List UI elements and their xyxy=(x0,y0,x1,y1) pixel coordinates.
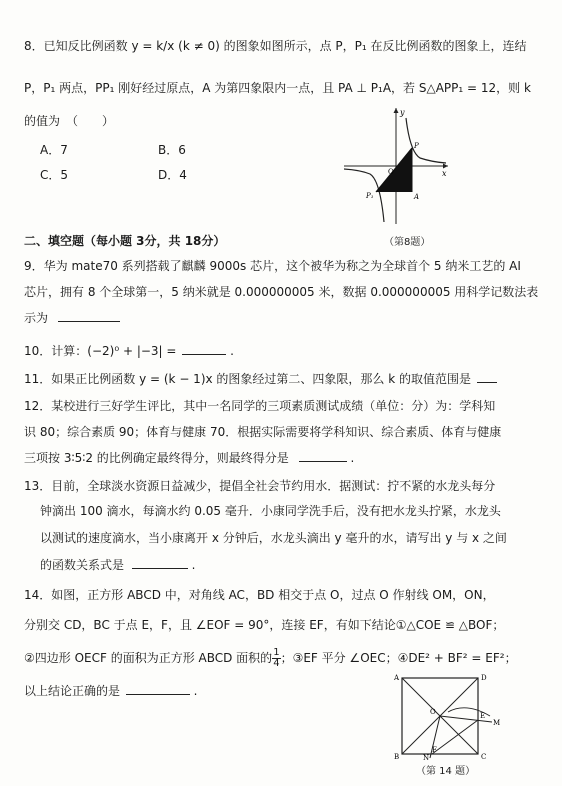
q14-answer-blank[interactable] xyxy=(126,682,190,695)
q12-line3 xyxy=(24,449,354,466)
q13-line1: 13．目前，全球淡水资源日益减少，提倡全社会节约用水．据测试：拧不紧的水龙头每分 xyxy=(24,479,496,493)
q14-segment-ef xyxy=(432,720,478,754)
q10-answer-blank[interactable] xyxy=(182,342,226,355)
q12-line2: 识 80；综合素质 90；体育与健康 70．根据实际需要将学科知识、综合素质、体育与健康 xyxy=(24,425,502,439)
q8-label-x: x xyxy=(442,169,447,178)
q11-text: 11．如果正比例函数 y = (k − 1)x 的图象经过第二、四象限，那么 k 的取值范围是 xyxy=(24,372,471,386)
q14-label-b: B xyxy=(394,753,400,760)
q8-line2: P，P₁ 两点，PP₁ 刚好经过原点，A 为第四象限内一点，且 PA ⊥ P₁A，若 S△APP₁ = 12，则 k xyxy=(24,81,531,95)
q14-line3 xyxy=(24,648,517,669)
q9-line3-text: 示为 xyxy=(24,311,49,325)
q9-line1: 9．华为 mate70 系列搭载了麒麟 9000s 芯片，这个被华为称之为全球首个 5 纳米工艺的 AI xyxy=(24,259,521,273)
q10-end: . xyxy=(230,344,234,358)
q12-answer-blank[interactable] xyxy=(299,449,347,462)
q14-figure xyxy=(392,672,502,760)
q14-fraction-numerator: 1 xyxy=(273,647,280,658)
q9-line3 xyxy=(24,309,120,326)
q13-line4-text: 的函数关系式是 xyxy=(40,558,125,572)
q12-end: . xyxy=(350,451,355,465)
q8-label-p1: P₁ xyxy=(366,192,374,200)
q8-option-a: A．7 xyxy=(40,143,68,157)
q8-label-p: P xyxy=(414,142,419,150)
q8-line1: 8．已知反比例函数 y = k/x (k ≠ 0) 的图象如图所示，点 P，P₁ 在反比例函数的图象上，连结 xyxy=(24,39,527,53)
q14-label-n: N xyxy=(423,754,430,760)
q8-option-c: C．5 xyxy=(40,168,69,182)
q14-label-e: E xyxy=(480,712,486,720)
q12-line1: 12．某校进行三好学生评比，其中一名同学的三项素质测试成绩（单位：分）为：学科知 xyxy=(24,399,496,413)
q8-label-a: A xyxy=(414,193,420,201)
q8-label-o: O xyxy=(388,168,394,176)
q8-option-d: D．4 xyxy=(158,168,187,182)
q13-line2: 钟滴出 100 滴水，每滴水约 0.05 毫升．小康同学洗手后，没有把水龙头拧紧，水龙头 xyxy=(40,504,501,518)
q14-end: . xyxy=(193,684,198,698)
q14-label-m: M xyxy=(493,719,501,727)
q14-label-d: D xyxy=(481,674,487,682)
q14-label-a: A xyxy=(394,674,400,682)
q10-line xyxy=(24,342,234,359)
q14-line3b: ；③EF 平分 ∠OEC；④DE² + BF² = EF²； xyxy=(280,651,517,665)
q8-caption: （第8题） xyxy=(384,237,431,248)
q8-label-y: y xyxy=(400,108,405,117)
q14-line4-text: 以上结论正确的是 xyxy=(24,684,121,698)
q14-label-o: O xyxy=(430,708,436,716)
q13-line3: 以测试的速度滴水，当小康离开 x 分钟后，水龙头滴出 y 毫升的水，请写出 y 与 x 之间 xyxy=(40,531,507,545)
q8-figure xyxy=(340,104,452,226)
q12-line3-text: 三项按 3∶5∶2 的比例确定最终得分，则最终得分是 xyxy=(24,451,289,465)
q11-line xyxy=(24,370,497,387)
q8-option-b: B．6 xyxy=(158,143,186,157)
q14-line2: 分别交 CD，BC 于点 E，F，且 ∠EOF = 90°，连接 EF，有如下结论①△COE ≌ △BOF； xyxy=(24,618,505,632)
q9-line2: 芯片，拥有 8 个全球第一，5 纳米就是 0.000000005 米，数据 0.000000005 用科学记数法表 xyxy=(24,285,539,299)
q13-end: . xyxy=(191,558,196,572)
q14-fraction xyxy=(272,648,280,669)
q14-fraction-denominator: 4 xyxy=(273,658,280,669)
q13-answer-blank[interactable] xyxy=(132,556,188,569)
q14-line3a: ②四边形 OECF 的面积为正方形 ABCD 面积的 xyxy=(24,651,273,665)
q14-caption: （第 14 题） xyxy=(416,766,476,777)
section2-title: 二、填空题（每小题 3分，共 18分） xyxy=(24,234,226,248)
q14-label-f: F xyxy=(432,746,437,754)
q8-line3: 的值为 （ ） xyxy=(24,114,115,128)
q14-line4 xyxy=(24,682,198,699)
q14-label-c: C xyxy=(481,753,487,760)
q13-line4 xyxy=(40,556,196,573)
q9-answer-blank[interactable] xyxy=(58,309,120,322)
q14-line1: 14．如图，正方形 ABCD 中，对角线 AC，BD 相交于点 O，过点 O 作射线 OM，ON， xyxy=(24,588,495,602)
q10-text: 10．计算：(−2)⁰ + |−3| = xyxy=(24,344,177,358)
q8-hyperbola-q3 xyxy=(344,169,384,222)
q11-answer-blank[interactable] xyxy=(477,370,497,383)
